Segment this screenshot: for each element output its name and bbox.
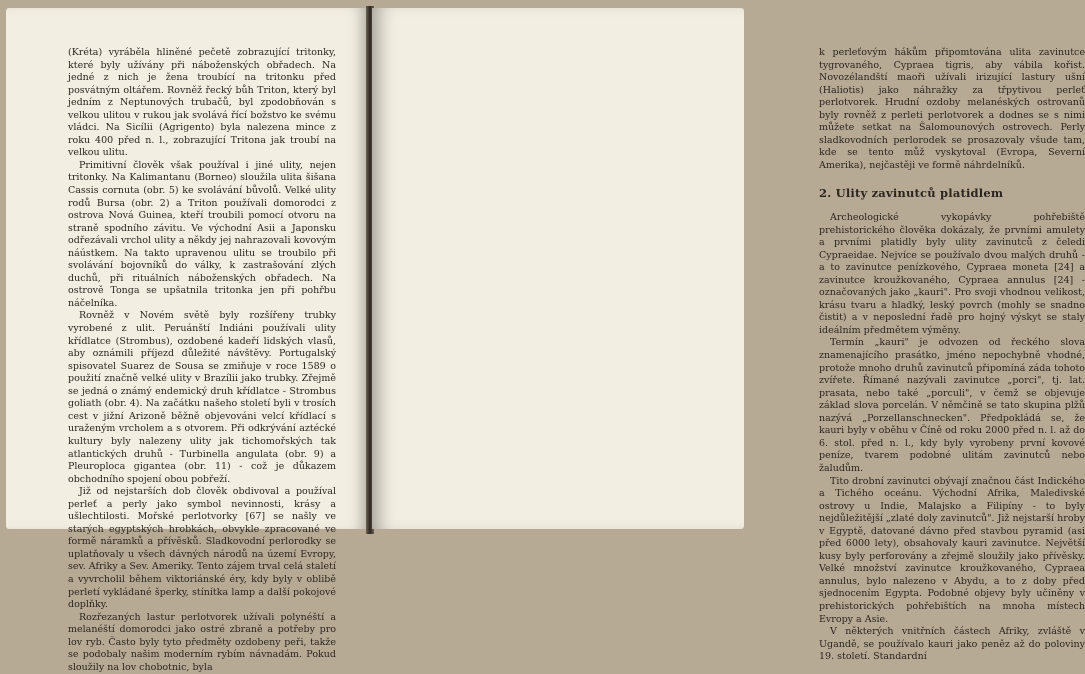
right-page-text [819, 47, 1085, 664]
paragraph: V některých vnitřních částech Afriky, zvláště v Ugandě, se používalo kauri jako peněz až do poloviny 19. století. Standardní [819, 626, 1085, 663]
paragraph: Rozřezaných lastur perlotvorek užívali polynéští a melanéští domorodci jako ostré zbraně a potřeby pro lov ryb. Často byly tyto předměty ozdobeny peři, takže se podobaly našim moderním rybím návnadám. Pokud sloužily na lov chobotnic, byla [68, 611, 336, 673]
paragraph: Tito drobní zavinutci obývají značnou část Indického a Tichého oceánu. Východní Afrika, Maledivské ostrovy u Indie, Malajsko a Filipíny - to byly nejdůležitější „zlaté doly zavinutců". Již nejstarší hroby v Egyptě, datované dávno před stavbou pyramid (asi před 6000 lety), obsahovaly kauri zavinutce. Největší kusy byly perforovány a zřejmě sloužily jako přívěsky. Velké množství zavinutce kroužkovaného, Cypraea annulus, bylo nalezeno v Abydu, a to z doby před sjednocením Egypta. Podobné objevy byly učiněny v prehistorických pohřebištích na mnoha místech Evropy a Asie. [819, 475, 1085, 625]
paragraph: Archeologické vykopávky pohřebiště prehistorického člověka dokázaly, že prvními amulety a prvními platidly byly ulity zavinutců z čeledi Cypraeidae. Nejvíce se používalo dvou malých druhů - a to zavinutce penízkového, Cypraea moneta [24] a zavinutce kroužkovaného, Cypraea annulus [24] - označovaných jako „kauri". Pro svoji vhodnou velikost, krásu tvaru a hladký, leský povrch (mohly se snadno čistit) a v neposlední řadě pro hojný výskyt se staly ideálním předmětem výměny. [819, 212, 1085, 336]
paragraph: Primitivní člověk však používal i jiné ulity, nejen tritonky. Na Kalimantanu (Borneo) sloužila ulita šišana Cassis cornuta (obr. 5) ke svolávání bůvolů. Velké ulity rodů Bursa (obr. 2) a Triton používali domorodci z ostrova Nová Guinea, kteří troubili pomocí otvoru na straně spodního závitu. Ve východní Asii a Japonsku odřezávali vrchol ulity a někdy jej nahrazovali kovovým náústkem. Na takto upravenou ulitu se troubilo při svolávání bojovníků do války, k zastrašování zlých duchů, při rituálních náboženských obřadech. Na ostrově Tonga se upšatnila tritonka jen při pohřbu náčelníka. [68, 159, 336, 309]
paragraph: Termín „kauri" je odvozen od řeckého slova znamenajícího prasátko, jméno nepochybně vhodné, protože mnoho druhů zavinutců připomíná záda tohoto zvířete. Římané nazývali zavinutce „porci", tj. lat. prasata, nebo také „porculi", v čemž se objevuje základ slova porcelán. V němčině se tato skupina plžů nazývá „Porzellanschnecken". Předpokládá se, že kauri byly v oběhu v Číně od roku 2000 před n. l. až do 6. stol. před n. l., kdy byly vyrobeny první kovové peníze, tvarem podobné ulitám zavinutců nebo žaludům. [819, 337, 1085, 474]
paragraph: k perleťovým hákům připomtována ulita zavinutce tygrovaného, Cypraea tigris, aby vábila kořist. Novozélandští maoři užívali irizující lastury ušní (Haliotis) jako náhražky za třpytivou perleť perlotvorek. Hrudní ozdoby melanéských ostrovanů byly rovněž z perleti perlotvorek a dodnes se s nimi můžete setkat na Šalomounových ostrovech. Perly sladkovodních perlorodek se prosazovaly všude tam, kde se tento můž vyskytoval (Evropa, Severní Amerika), nejčastěji ve formě náhrdelníků. [819, 47, 1085, 171]
left-page [6, 8, 368, 673]
paragraph: Již od nejstarších dob člověk obdivoval a používal perleť a perly jako symbol nevinnosti, krásy a ušlechtilosti. Mořské perlotvorky [67] se našly ve starých egyptských hrobkách, obvykle zpracované ve formě náramků a přívěsků. Sladkovodní perlorodky se uplatňovaly u všech dávných národů na území Evropy, sev. Afriky a Sev. Ameriky. Tento zájem trval celá staletí a vyvrcholil během viktoriánské éry, kdy byly v oblibě perletí vykládané šperky, stínítka lamp a další pokojové doplňky. [68, 486, 336, 611]
paragraph: (Kréta) vyráběla hliněné pečetě zobrazující tritonky, které byly užívány při náboženských obřadech. Na jedné z nich je žena troubící na tritonku před posvátným oltářem. Rovněž řecký bůh Triton, který byl jedním z Neptunových trubačů, byl zpodobňován s velkou ulitou v rukou jak svolává řící božstvo ke svému vládci. Na Sicílii (Agrigento) byla nalezena mince z roku 400 před n. l., zobrazující Tritona jak troubí na velkou ulitu. [68, 47, 336, 159]
section-heading: 2. Ulity zavinutců platidlem [819, 186, 1004, 201]
paragraph: Rovněž v Novém světě byly rozšířeny trubky vyrobené z ulit. Peruánští Indiáni používali ulity křídlatce (Strombus), ozdobené kadeří lidských vlasů, aby oznámili příjezd důležité návštěvy. Portugalský spisovatel Suarez de Sousa se zmiňuje v roce 1589 o použití značně velké ulity v Brazílii jako trubky. Zřejmě se jedná o známý endemický druh křídlatce - Strombus goliath (obr. 4). Na začátku našeho století byli v trosích cest v jižní Arizoně běžně objevováni velcí křídlací s uraženým vrcholem a s otvorem. Při odkrývání aztécké kultury byly nalezeny ulity jak tichomořských tak atlantických druhů - Turbinella angulata (obr. 9) a Pleuroploca gigantea (obr. 11) - což je důkazem obchodního spojení obou pobřeží. [68, 310, 336, 485]
right-page [372, 8, 1085, 663]
left-page-text [68, 47, 336, 674]
